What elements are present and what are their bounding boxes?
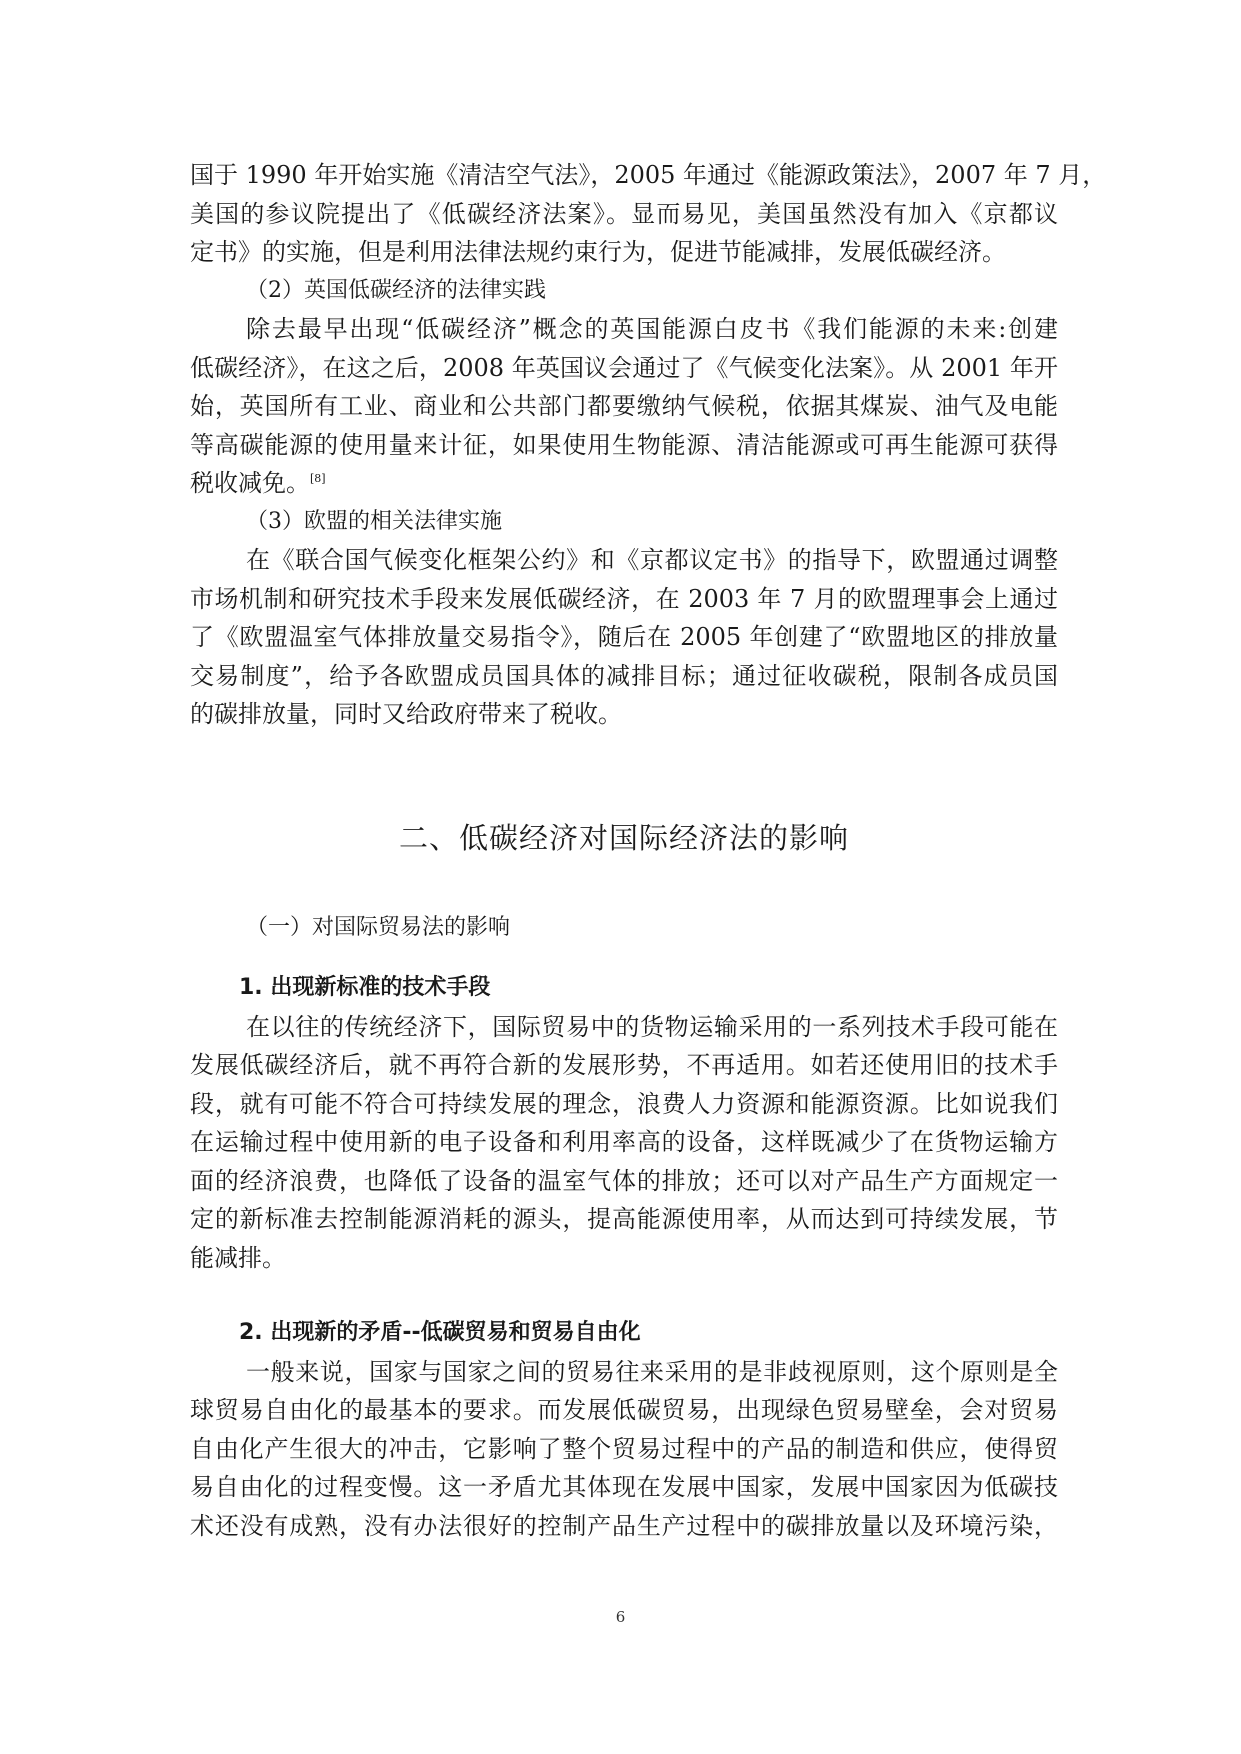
text-line: 段，就有可能不符合可持续发展的理念，浪费人力资源和能源资源。比如说我们: [190, 1089, 1058, 1118]
subsection-heading-2: 2. 出现新的矛盾--低碳贸易和贸易自由化: [239, 1320, 641, 1345]
text-line: 易自由化的过程变慢。这一矛盾尤其体现在发展中国家，发展中国家因为低碳技: [190, 1473, 1058, 1501]
text-line: 等高碳能源的使用量来计征，如果使用生物能源、清洁能源或可再生能源可获得: [190, 430, 1058, 459]
text-line: 面的经济浪费，也降低了设备的温室气体的排放；还可以对产品生产方面规定一: [190, 1166, 1058, 1195]
text-line: 始，英国所有工业、商业和公共部门都要缴纳气候税，依据其煤炭、油气及电能: [190, 392, 1058, 420]
text-line: 定书》的实施，但是利用法律法规约束行为，促进节能减排，发展低碳经济。: [190, 238, 1006, 266]
text-line: 能减排。: [190, 1243, 286, 1272]
text-line: 一般来说，国家与国家之间的贸易往来采用的是非歧视原则，这个原则是全: [246, 1357, 1058, 1386]
text-line: 低碳经济》，在这之后，2008 年英国议会通过了《气候变化法案》。从 2001 年开: [190, 353, 1058, 382]
section-heading: （一）对国际贸易法的影响: [246, 915, 511, 940]
text-line: 在以往的传统经济下，国际贸易中的货物运输采用的一系列技术手段可能在: [246, 1012, 1058, 1041]
body-text-conflict: [190, 1314, 1058, 1545]
text-line: 自由化产生很大的冲击，它影响了整个贸易过程中的产品的制造和供应，使得贸: [190, 1434, 1058, 1463]
text-fragment: 税收减免。: [190, 469, 310, 497]
text-line: 除去最早出现“低碳经济”概念的英国能源白皮书《我们能源的未来:创建: [246, 315, 1058, 343]
body-text-top: [190, 156, 1107, 734]
text-line: 的碳排放量，同时又给政府带来了税收。: [190, 700, 622, 728]
subheading-uk: （2）英国低碳经济的法律实践: [246, 277, 546, 303]
text-line: 在《联合国气候变化框架公约》和《京都议定书》的指导下，欧盟通过调整: [246, 546, 1058, 574]
text-line: 市场机制和研究技术手段来发展低碳经济，在 2003 年 7 月的欧盟理事会上通过: [190, 584, 1058, 613]
text-line: 发展低碳经济后，就不再符合新的发展形势，不再适用。如若还使用旧的技术手: [190, 1051, 1058, 1079]
text-line: 了《欧盟温室气体排放量交易指令》，随后在 2005 年创建了“欧盟地区的排放量: [190, 623, 1058, 651]
subheading-eu: （3）欧盟的相关法律实施: [246, 508, 502, 534]
text-line: [190, 464, 1058, 503]
subsection-heading-1: 1. 出现新标准的技术手段: [239, 975, 491, 1000]
citation-ref: [8]: [310, 472, 326, 485]
body-text-tech: [190, 969, 1058, 1277]
text-line: 术还没有成熟，没有办法很好的控制产品生产过程中的碳排放量以及环境污染，: [190, 1511, 1058, 1540]
page-number: 6: [615, 1608, 626, 1626]
text-line: 国于 1990 年开始实施《清洁空气法》，2005 年通过《能源政策法》，2007 年 7 月，: [190, 161, 1107, 189]
text-line: 定的新标准去控制能源消耗的源头，提高能源使用率，从而达到可持续发展，节: [190, 1205, 1058, 1233]
text-line: 球贸易自由化的最基本的要求。而发展低碳贸易，出现绿色贸易壁垒，会对贸易: [190, 1396, 1058, 1424]
text-line: 美国的参议院提出了《低碳经济法案》。显而易见，美国虽然没有加入《京都议: [190, 199, 1058, 228]
text-line: 在运输过程中使用新的电子设备和利用率高的设备，这样既减少了在货物运输方: [190, 1128, 1058, 1156]
chapter-heading: 二、低碳经济对国际经济法的影响: [398, 821, 849, 855]
text-line: 交易制度”，给予各欧盟成员国具体的减排目标；通过征收碳税，限制各成员国: [190, 661, 1058, 690]
